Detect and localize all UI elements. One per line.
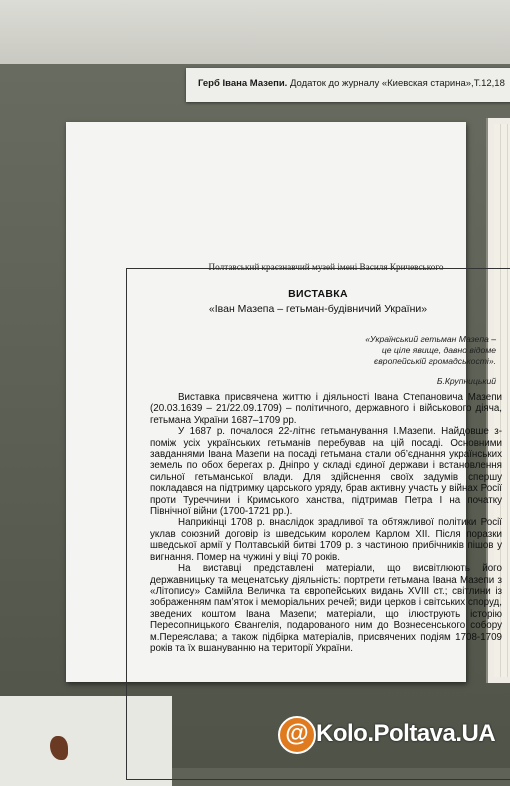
stain (50, 736, 68, 760)
quote-author: Б.Крупницький (436, 376, 496, 386)
at-icon: @ (278, 716, 316, 754)
wall-upper (0, 0, 510, 64)
quote-line: європейській громадськості». (374, 356, 496, 366)
quote-line: це ціле явище, давно відоме (381, 345, 496, 355)
paragraph: Наприкінці 1708 р. внаслідок зрадливої та обтяжливої політики Росії уклав союзний договір із шведським королем Карлом XII. Після поразки шведської армії у Полтавській битві 1709 р. з частиною прибічників пішов у вигнання. Помер на чужині у віці 70 років. (150, 517, 502, 563)
body-text (150, 392, 502, 654)
exhibition-poster (66, 122, 502, 682)
paragraph: У 1687 р. почалося 22-літнє гетьманування І.Мазепи. Найдовше з-поміж усіх українських гетьманів перебував на цій посаді. Основними завданнями Івана Мазепи на посаді гетьмана стали об’єднання українських земель по обох берегах р. Дніпро у складі єдиної держави і встановлення сильної гетьманської влади. Для здійснення своїх задумів спершу покладався на підтримку царського уряду, брав активну участь у війнах Росії проти Туреччини і Кримського ханства, підтримав Петра І на початку Північної війни (1700-1721 рр.). (150, 426, 502, 518)
quote (302, 334, 496, 367)
caption-text: Додаток до журналу «Киевская старина»,Т.12,18 (289, 78, 505, 89)
paragraph: Виставка присвячена життю і діяльності Івана Степановича Мазепи (20.03.1639 – 21/22.09.1709) – політичного, державного і військового діяча, гетьмана України 1687–1709 рр. (150, 392, 502, 426)
watermark-logo (276, 712, 510, 756)
headline: ВИСТАВКА (288, 288, 348, 300)
paragraph: На виставці представлені матеріали, що висвітлюють його державницьку та меценатську діяльність: портрети гетьмана Івана Мазепи з «Літопису» Самійла Величка та європейських видань XVIII ст.; світлини із зображенням пам’яток і меморіальних речей; види церков і світських споруд, зведених коштом Івана Мазепи; матеріали, що ілюструють історію Пересопницького Євангелія, подарованого ним до Вознесенського собору м.Переяслава; а також підбірка матеріалів, присвячених подіям 1708-1709 років та їх вшануванню на території України. (150, 563, 502, 654)
caption-title: Герб Івана Мазепи. (198, 78, 288, 89)
caption-card (186, 68, 510, 102)
watermark-text: Kolo.Poltava.UA (316, 720, 496, 747)
quote-line: «Український гетьман Мазепа – (365, 334, 496, 344)
museum-name: Полтавський краєзнавчий музей імені Василя Кричевського (208, 262, 444, 272)
subhead: «Іван Мазепа – гетьман-будівничий України» (208, 303, 428, 315)
